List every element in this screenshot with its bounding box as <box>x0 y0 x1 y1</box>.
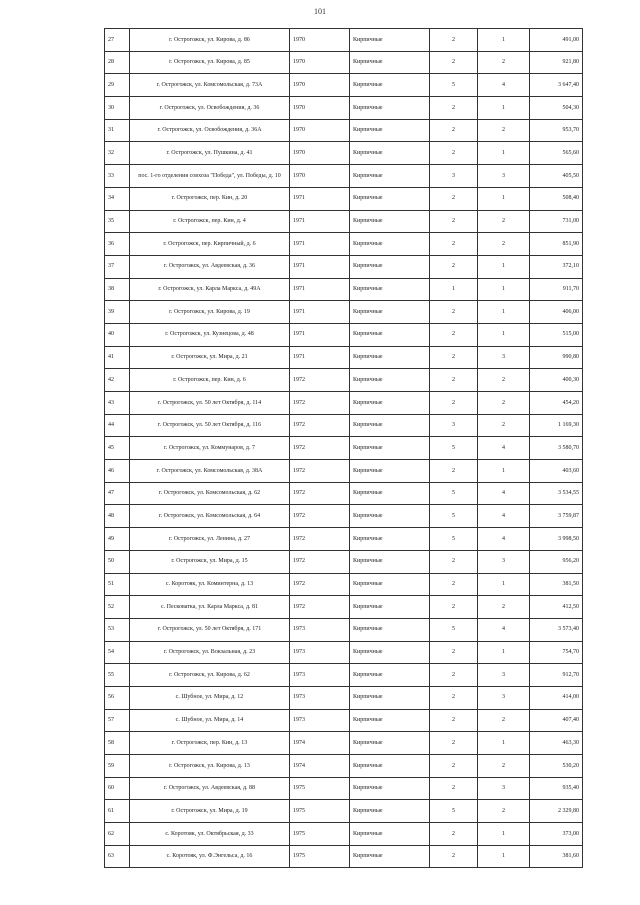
material-cell: Кирпичные <box>350 482 430 505</box>
floors-cell: 5 <box>430 437 478 460</box>
entrances-cell: 2 <box>478 755 530 778</box>
year-cell: 1970 <box>290 142 350 165</box>
row-number: 55 <box>105 664 130 687</box>
row-number: 46 <box>105 460 130 483</box>
area-cell: 3 534,55 <box>530 482 583 505</box>
table-row <box>105 460 583 483</box>
address-cell: г. Острогожск, ул. Комсомольская, д. 38А <box>130 460 290 483</box>
table-row <box>105 165 583 188</box>
entrances-cell: 3 <box>478 686 530 709</box>
table-row <box>105 641 583 664</box>
entrances-cell: 2 <box>478 369 530 392</box>
address-cell: г. Острогожск, ул. Мира, д. 15 <box>130 550 290 573</box>
floors-cell: 2 <box>430 823 478 846</box>
material-cell: Кирпичные <box>350 732 430 755</box>
entrances-cell: 3 <box>478 550 530 573</box>
address-cell: г. Острогожск, ул. Кирова, д. 85 <box>130 51 290 74</box>
address-cell: г. Острогожск, ул. Карла Маркса, д. 49А <box>130 278 290 301</box>
address-cell: г. Острогожск, ул. Ленина, д. 27 <box>130 528 290 551</box>
material-cell: Кирпичные <box>350 323 430 346</box>
entrances-cell: 1 <box>478 142 530 165</box>
table-row <box>105 119 583 142</box>
floors-cell: 2 <box>430 323 478 346</box>
row-number: 51 <box>105 573 130 596</box>
row-number: 33 <box>105 165 130 188</box>
entrances-cell: 2 <box>478 596 530 619</box>
area-cell: 2 329,80 <box>530 800 583 823</box>
floors-cell: 3 <box>430 165 478 188</box>
area-cell: 1 169,30 <box>530 414 583 437</box>
area-cell: 3 759,87 <box>530 505 583 528</box>
address-cell: с. Шубное, ул. Мира, д. 12 <box>130 686 290 709</box>
material-cell: Кирпичные <box>350 51 430 74</box>
year-cell: 1970 <box>290 97 350 120</box>
table-row <box>105 777 583 800</box>
entrances-cell: 1 <box>478 460 530 483</box>
area-cell: 405,50 <box>530 165 583 188</box>
row-number: 27 <box>105 29 130 52</box>
floors-cell: 2 <box>430 210 478 233</box>
row-number: 31 <box>105 119 130 142</box>
material-cell: Кирпичные <box>350 29 430 52</box>
table-row <box>105 74 583 97</box>
area-cell: 3 998,50 <box>530 528 583 551</box>
year-cell: 1972 <box>290 573 350 596</box>
table-row <box>105 97 583 120</box>
entrances-cell: 1 <box>478 278 530 301</box>
row-number: 29 <box>105 74 130 97</box>
floors-cell: 2 <box>430 686 478 709</box>
address-cell: с. Коротояк, ул. Ф.Энгельса, д. 16 <box>130 845 290 868</box>
entrances-cell: 2 <box>478 51 530 74</box>
area-cell: 400,30 <box>530 369 583 392</box>
material-cell: Кирпичные <box>350 505 430 528</box>
area-cell: 515,00 <box>530 323 583 346</box>
row-number: 32 <box>105 142 130 165</box>
table-row <box>105 800 583 823</box>
address-cell: пос. 1-го отделения совхоза "Победа", ул. Победы, д. 10 <box>130 165 290 188</box>
floors-cell: 2 <box>430 392 478 415</box>
table-row <box>105 482 583 505</box>
floors-cell: 2 <box>430 97 478 120</box>
floors-cell: 3 <box>430 414 478 437</box>
row-number: 30 <box>105 97 130 120</box>
table-row <box>105 823 583 846</box>
address-cell: г. Острогожск, пер. Кин, д. 13 <box>130 732 290 755</box>
entrances-cell: 1 <box>478 573 530 596</box>
area-cell: 372,10 <box>530 255 583 278</box>
year-cell: 1971 <box>290 323 350 346</box>
material-cell: Кирпичные <box>350 800 430 823</box>
year-cell: 1975 <box>290 800 350 823</box>
address-cell: с. Песковатка, ул. Карла Маркса, д. 81 <box>130 596 290 619</box>
address-cell: г. Острогожск, ул. 50 лет Октября, д. 116 <box>130 414 290 437</box>
year-cell: 1971 <box>290 278 350 301</box>
entrances-cell: 4 <box>478 618 530 641</box>
row-number: 40 <box>105 323 130 346</box>
row-number: 38 <box>105 278 130 301</box>
row-number: 47 <box>105 482 130 505</box>
floors-cell: 5 <box>430 618 478 641</box>
area-cell: 565,60 <box>530 142 583 165</box>
table-row <box>105 278 583 301</box>
area-cell: 381,50 <box>530 573 583 596</box>
row-number: 41 <box>105 346 130 369</box>
entrances-cell: 2 <box>478 392 530 415</box>
row-number: 56 <box>105 686 130 709</box>
entrances-cell: 2 <box>478 414 530 437</box>
table-row <box>105 210 583 233</box>
area-cell: 3 573,40 <box>530 618 583 641</box>
table-row <box>105 437 583 460</box>
year-cell: 1973 <box>290 664 350 687</box>
area-cell: 956,20 <box>530 550 583 573</box>
material-cell: Кирпичные <box>350 550 430 573</box>
entrances-cell: 4 <box>478 482 530 505</box>
address-cell: г. Острогожск, ул. 50 лет Октября, д. 114 <box>130 392 290 415</box>
table-row <box>105 686 583 709</box>
year-cell: 1972 <box>290 505 350 528</box>
year-cell: 1972 <box>290 550 350 573</box>
row-number: 34 <box>105 187 130 210</box>
area-cell: 911,70 <box>530 278 583 301</box>
table-row <box>105 51 583 74</box>
table-row <box>105 142 583 165</box>
table-row <box>105 845 583 868</box>
year-cell: 1970 <box>290 165 350 188</box>
material-cell: Кирпичные <box>350 641 430 664</box>
floors-cell: 2 <box>430 301 478 324</box>
year-cell: 1970 <box>290 119 350 142</box>
row-number: 54 <box>105 641 130 664</box>
entrances-cell: 4 <box>478 74 530 97</box>
year-cell: 1972 <box>290 596 350 619</box>
row-number: 62 <box>105 823 130 846</box>
floors-cell: 5 <box>430 74 478 97</box>
year-cell: 1975 <box>290 845 350 868</box>
material-cell: Кирпичные <box>350 392 430 415</box>
table-row <box>105 255 583 278</box>
entrances-cell: 3 <box>478 777 530 800</box>
row-number: 50 <box>105 550 130 573</box>
year-cell: 1970 <box>290 29 350 52</box>
row-number: 52 <box>105 596 130 619</box>
material-cell: Кирпичные <box>350 97 430 120</box>
row-number: 58 <box>105 732 130 755</box>
address-cell: г. Острогожск, ул. Кирова, д. 86 <box>130 29 290 52</box>
table-row <box>105 187 583 210</box>
address-cell: г. Острогожск, пер. Кин, д. 6 <box>130 369 290 392</box>
entrances-cell: 2 <box>478 709 530 732</box>
material-cell: Кирпичные <box>350 686 430 709</box>
row-number: 63 <box>105 845 130 868</box>
area-cell: 508,40 <box>530 187 583 210</box>
table-row <box>105 301 583 324</box>
row-number: 43 <box>105 392 130 415</box>
table-row <box>105 596 583 619</box>
material-cell: Кирпичные <box>350 233 430 256</box>
table-row <box>105 618 583 641</box>
year-cell: 1971 <box>290 187 350 210</box>
table-row <box>105 573 583 596</box>
row-number: 37 <box>105 255 130 278</box>
year-cell: 1970 <box>290 51 350 74</box>
floors-cell: 2 <box>430 732 478 755</box>
housing-registry-table <box>104 28 583 868</box>
area-cell: 454,20 <box>530 392 583 415</box>
table-row <box>105 392 583 415</box>
address-cell: г. Острогожск, ул. Освобождения, д. 36 <box>130 97 290 120</box>
floors-cell: 2 <box>430 573 478 596</box>
address-cell: г. Острогожск, ул. Мира, д. 19 <box>130 800 290 823</box>
material-cell: Кирпичные <box>350 755 430 778</box>
entrances-cell: 1 <box>478 823 530 846</box>
area-cell: 463,30 <box>530 732 583 755</box>
material-cell: Кирпичные <box>350 165 430 188</box>
material-cell: Кирпичные <box>350 142 430 165</box>
table-row <box>105 550 583 573</box>
address-cell: г. Острогожск, ул. Мира, д. 21 <box>130 346 290 369</box>
area-cell: 504,30 <box>530 97 583 120</box>
area-cell: 3 580,70 <box>530 437 583 460</box>
address-cell: г. Острогожск, ул. Кирова, д. 13 <box>130 755 290 778</box>
area-cell: 381,60 <box>530 845 583 868</box>
material-cell: Кирпичные <box>350 596 430 619</box>
row-number: 60 <box>105 777 130 800</box>
area-cell: 491,00 <box>530 29 583 52</box>
table-row <box>105 505 583 528</box>
year-cell: 1973 <box>290 709 350 732</box>
entrances-cell: 2 <box>478 800 530 823</box>
entrances-cell: 1 <box>478 301 530 324</box>
table-row <box>105 709 583 732</box>
area-cell: 935,40 <box>530 777 583 800</box>
year-cell: 1973 <box>290 618 350 641</box>
address-cell: г. Острогожск, пер. Кин, д. 4 <box>130 210 290 233</box>
year-cell: 1972 <box>290 460 350 483</box>
year-cell: 1971 <box>290 210 350 233</box>
entrances-cell: 2 <box>478 210 530 233</box>
table-row <box>105 29 583 52</box>
year-cell: 1972 <box>290 482 350 505</box>
floors-cell: 2 <box>430 255 478 278</box>
floors-cell: 2 <box>430 346 478 369</box>
year-cell: 1973 <box>290 641 350 664</box>
row-number: 35 <box>105 210 130 233</box>
entrances-cell: 4 <box>478 437 530 460</box>
address-cell: г. Острогожск, ул. Коммунаров, д. 7 <box>130 437 290 460</box>
area-cell: 754,70 <box>530 641 583 664</box>
area-cell: 990,80 <box>530 346 583 369</box>
table-row <box>105 346 583 369</box>
floors-cell: 1 <box>430 278 478 301</box>
floors-cell: 5 <box>430 528 478 551</box>
year-cell: 1974 <box>290 732 350 755</box>
table-row <box>105 528 583 551</box>
area-cell: 412,50 <box>530 596 583 619</box>
material-cell: Кирпичные <box>350 210 430 233</box>
row-number: 36 <box>105 233 130 256</box>
material-cell: Кирпичные <box>350 187 430 210</box>
year-cell: 1971 <box>290 233 350 256</box>
address-cell: г. Острогожск, ул. Комсомольская, д. 73А <box>130 74 290 97</box>
floors-cell: 2 <box>430 641 478 664</box>
row-number: 39 <box>105 301 130 324</box>
entrances-cell: 4 <box>478 528 530 551</box>
address-cell: г. Острогожск, ул. Авдеевская, д. 36 <box>130 255 290 278</box>
year-cell: 1972 <box>290 528 350 551</box>
floors-cell: 2 <box>430 460 478 483</box>
address-cell: г. Острогожск, ул. Комсомольская, д. 64 <box>130 505 290 528</box>
table-row <box>105 755 583 778</box>
floors-cell: 2 <box>430 119 478 142</box>
floors-cell: 2 <box>430 51 478 74</box>
floors-cell: 2 <box>430 755 478 778</box>
area-cell: 373,00 <box>530 823 583 846</box>
entrances-cell: 3 <box>478 165 530 188</box>
entrances-cell: 1 <box>478 323 530 346</box>
material-cell: Кирпичные <box>350 346 430 369</box>
area-cell: 530,20 <box>530 755 583 778</box>
row-number: 42 <box>105 369 130 392</box>
entrances-cell: 2 <box>478 119 530 142</box>
year-cell: 1972 <box>290 437 350 460</box>
floors-cell: 5 <box>430 800 478 823</box>
material-cell: Кирпичные <box>350 845 430 868</box>
address-cell: г. Острогожск, ул. Кирова, д. 62 <box>130 664 290 687</box>
area-cell: 851,90 <box>530 233 583 256</box>
entrances-cell: 1 <box>478 845 530 868</box>
entrances-cell: 3 <box>478 664 530 687</box>
table-row <box>105 732 583 755</box>
address-cell: г. Острогожск, ул. Освобождения, д. 36А <box>130 119 290 142</box>
material-cell: Кирпичные <box>350 414 430 437</box>
address-cell: г. Острогожск, ул. Пушкина, д. 41 <box>130 142 290 165</box>
row-number: 61 <box>105 800 130 823</box>
material-cell: Кирпичные <box>350 777 430 800</box>
row-number: 45 <box>105 437 130 460</box>
floors-cell: 2 <box>430 369 478 392</box>
material-cell: Кирпичные <box>350 301 430 324</box>
table-row <box>105 369 583 392</box>
row-number: 44 <box>105 414 130 437</box>
address-cell: г. Острогожск, ул. Вокзальная, д. 23 <box>130 641 290 664</box>
area-cell: 403,60 <box>530 460 583 483</box>
floors-cell: 2 <box>430 187 478 210</box>
floors-cell: 2 <box>430 709 478 732</box>
year-cell: 1971 <box>290 255 350 278</box>
year-cell: 1971 <box>290 301 350 324</box>
floors-cell: 2 <box>430 550 478 573</box>
material-cell: Кирпичные <box>350 823 430 846</box>
row-number: 57 <box>105 709 130 732</box>
table-row <box>105 323 583 346</box>
address-cell: г. Острогожск, пер. Кин, д. 20 <box>130 187 290 210</box>
address-cell: г. Острогожск, пер. Кирпичный, д. 6 <box>130 233 290 256</box>
row-number: 28 <box>105 51 130 74</box>
material-cell: Кирпичные <box>350 618 430 641</box>
material-cell: Кирпичные <box>350 119 430 142</box>
area-cell: 407,40 <box>530 709 583 732</box>
entrances-cell: 1 <box>478 641 530 664</box>
year-cell: 1970 <box>290 74 350 97</box>
area-cell: 3 647,40 <box>530 74 583 97</box>
floors-cell: 2 <box>430 142 478 165</box>
entrances-cell: 2 <box>478 233 530 256</box>
year-cell: 1975 <box>290 823 350 846</box>
material-cell: Кирпичные <box>350 664 430 687</box>
material-cell: Кирпичные <box>350 278 430 301</box>
floors-cell: 2 <box>430 233 478 256</box>
floors-cell: 2 <box>430 29 478 52</box>
row-number: 53 <box>105 618 130 641</box>
area-cell: 921,80 <box>530 51 583 74</box>
floors-cell: 2 <box>430 845 478 868</box>
entrances-cell: 1 <box>478 29 530 52</box>
year-cell: 1972 <box>290 392 350 415</box>
entrances-cell: 1 <box>478 255 530 278</box>
table-row <box>105 233 583 256</box>
year-cell: 1971 <box>290 346 350 369</box>
material-cell: Кирпичные <box>350 74 430 97</box>
material-cell: Кирпичные <box>350 437 430 460</box>
material-cell: Кирпичные <box>350 528 430 551</box>
year-cell: 1972 <box>290 414 350 437</box>
material-cell: Кирпичные <box>350 255 430 278</box>
address-cell: г. Острогожск, ул. Авдеевская, д. 88 <box>130 777 290 800</box>
year-cell: 1972 <box>290 369 350 392</box>
material-cell: Кирпичные <box>350 460 430 483</box>
area-cell: 953,70 <box>530 119 583 142</box>
year-cell: 1975 <box>290 777 350 800</box>
entrances-cell: 1 <box>478 732 530 755</box>
material-cell: Кирпичные <box>350 709 430 732</box>
material-cell: Кирпичные <box>350 573 430 596</box>
area-cell: 406,00 <box>530 301 583 324</box>
entrances-cell: 4 <box>478 505 530 528</box>
address-cell: с. Шубное, ул. Мира, д. 14 <box>130 709 290 732</box>
address-cell: г. Острогожск, ул. Комсомольская, д. 62 <box>130 482 290 505</box>
entrances-cell: 1 <box>478 187 530 210</box>
floors-cell: 2 <box>430 664 478 687</box>
floors-cell: 5 <box>430 505 478 528</box>
area-cell: 731,00 <box>530 210 583 233</box>
address-cell: с. Коротояк, ул. Октябрьская, д. 33 <box>130 823 290 846</box>
floors-cell: 2 <box>430 596 478 619</box>
address-cell: г. Острогожск, ул. 50 лет Октября, д. 171 <box>130 618 290 641</box>
row-number: 48 <box>105 505 130 528</box>
entrances-cell: 3 <box>478 346 530 369</box>
floors-cell: 5 <box>430 482 478 505</box>
material-cell: Кирпичные <box>350 369 430 392</box>
area-cell: 912,70 <box>530 664 583 687</box>
address-cell: г. Острогожск, ул. Кузнецова, д. 48 <box>130 323 290 346</box>
page-number: 101 <box>314 7 326 16</box>
floors-cell: 2 <box>430 777 478 800</box>
address-cell: г. Острогожск, ул. Кирова, д. 19 <box>130 301 290 324</box>
row-number: 59 <box>105 755 130 778</box>
table-body <box>105 29 583 868</box>
row-number: 49 <box>105 528 130 551</box>
table-row <box>105 664 583 687</box>
entrances-cell: 1 <box>478 97 530 120</box>
area-cell: 414,00 <box>530 686 583 709</box>
year-cell: 1974 <box>290 755 350 778</box>
address-cell: с. Коротояк, ул. Коминтерна, д. 13 <box>130 573 290 596</box>
year-cell: 1973 <box>290 686 350 709</box>
table-row <box>105 414 583 437</box>
